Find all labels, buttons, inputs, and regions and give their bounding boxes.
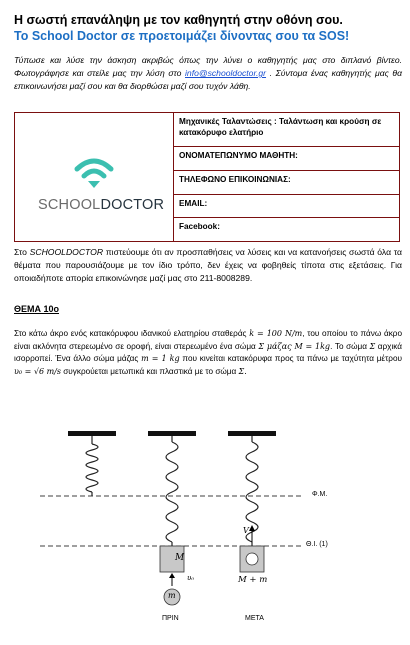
row-phone: ΤΗΛΕΦΩΝΟ ΕΠΙΚΟΙΝΩΝΙΑΣ: xyxy=(174,171,399,195)
label-after: ΜΕΤΑ xyxy=(245,615,264,622)
problem-p7: Σ. xyxy=(238,366,247,376)
header-title: Η σωστή επανάληψη με τον καθηγητή στην οθόνη σου. xyxy=(14,13,343,27)
problem-sigma: Σ xyxy=(369,341,376,351)
topic-heading: ΘΕΜΑ 10ο xyxy=(14,304,60,314)
problem-p1: Στο κάτω άκρο ενός κατακόρυφου ιδανικού ελατηρίου σταθεράς xyxy=(14,329,250,338)
label-m: m xyxy=(168,591,176,600)
intro-text-before: Τύπωσε και λύσε την άσκηση ακριβώς όπως την λύνει ο καθηγητής μας στο διπλανό βίντεο. Φωτογράφησε και στείλε μας την λύση στο xyxy=(14,55,402,78)
logo-doctor: DOCTOR xyxy=(100,197,165,213)
spring-2 xyxy=(166,436,178,546)
logo-school: SCHOOL xyxy=(38,197,101,213)
row-facebook: Facebook: xyxy=(179,222,220,231)
row-student-name: ΟΝΟΜΑΤΕΠΩΝΥΜΟ ΜΑΘΗΤΗ: xyxy=(174,147,399,171)
row-email: EMAIL: xyxy=(174,195,399,218)
ceiling-3 xyxy=(228,431,276,436)
label-fm: Φ.Μ. xyxy=(312,491,328,498)
problem-sigma-mass: Σ μάζας M = 1kg xyxy=(258,341,331,351)
label-v0: υ₀ xyxy=(187,574,195,582)
email-link[interactable]: info@schooldoctor.gr xyxy=(185,68,267,78)
spring-diagram xyxy=(0,428,410,638)
logo-wordmark xyxy=(38,197,164,213)
problem-p5: που κινείται κατακόρυφα προς τα πάνω με ταχύτητα μέτρου xyxy=(179,354,402,363)
belief-paragraph xyxy=(14,246,402,285)
problem-m: m = 1 kg xyxy=(141,354,180,363)
intro-paragraph xyxy=(14,54,402,93)
problem-p3: . Το σώμα xyxy=(330,341,370,351)
label-M: M xyxy=(175,553,185,563)
page-header xyxy=(14,12,404,44)
label-Mm: M + m xyxy=(238,575,268,585)
info-card xyxy=(14,112,400,242)
label-thi: Θ.Ι. (1) xyxy=(306,541,328,548)
info-rows xyxy=(174,113,399,241)
ceiling-1 xyxy=(68,431,116,436)
problem-p4: αρχικά ισορροπεί. Ένα άλλο σώμα μάζας xyxy=(14,341,402,363)
problem-p2: , του οποίου το πάνω άκρο είναι ακλόνητα στερεωμένο σε οροφή, είναι στερεωμένο ένα σώμα xyxy=(14,329,402,351)
ceiling-2 xyxy=(148,431,196,436)
belief-brand: SCHOOLDOCTOR xyxy=(29,247,104,257)
belief-prefix: Στο xyxy=(14,247,30,257)
embedded-ball xyxy=(246,553,258,565)
problem-k: k = 100 N/m xyxy=(249,329,303,338)
spring-1 xyxy=(86,436,98,496)
wifi-logo-icon xyxy=(15,113,174,241)
problem-v0: υ₀ = √6 m/s xyxy=(14,366,61,376)
row-subject: Μηχανικές Ταλαντώσεις : Ταλάντωση και κρούση σε κατακόρυφο ελατήριο xyxy=(174,113,399,147)
problem-statement xyxy=(14,328,402,378)
physics-figure xyxy=(0,428,410,638)
header-subtitle: Το School Doctor σε προετοιμάζει δίνοντας σου τα SOS! xyxy=(14,29,350,43)
problem-p6: συγκρούεται μετωπικά και πλαστικά με το σώμα xyxy=(60,366,239,376)
label-V: V xyxy=(243,526,249,535)
belief-text: πιστεύουμε ότι αν προσπαθήσεις να λύσεις και να κατανοήσεις σωστά όλα τα θέματα που παρουσιάζουμε με τον ίδιο τρόπο, δεν έχεις να φοβηθείς τίποτα στις εξετάσεις. Για οποιαδήποτε απορία επικοινώνησε μαζί μας στο 211-8008289. xyxy=(14,247,402,283)
intro-text-after: . Σύντομα ένας καθηγητής μας θα επικοινωνήσει μαζί σου και θα διορθώσει μαζί σου τυχόν λάθη. xyxy=(14,68,402,91)
label-before: ΠΡΙΝ xyxy=(162,615,179,622)
logo-cell xyxy=(15,113,174,241)
